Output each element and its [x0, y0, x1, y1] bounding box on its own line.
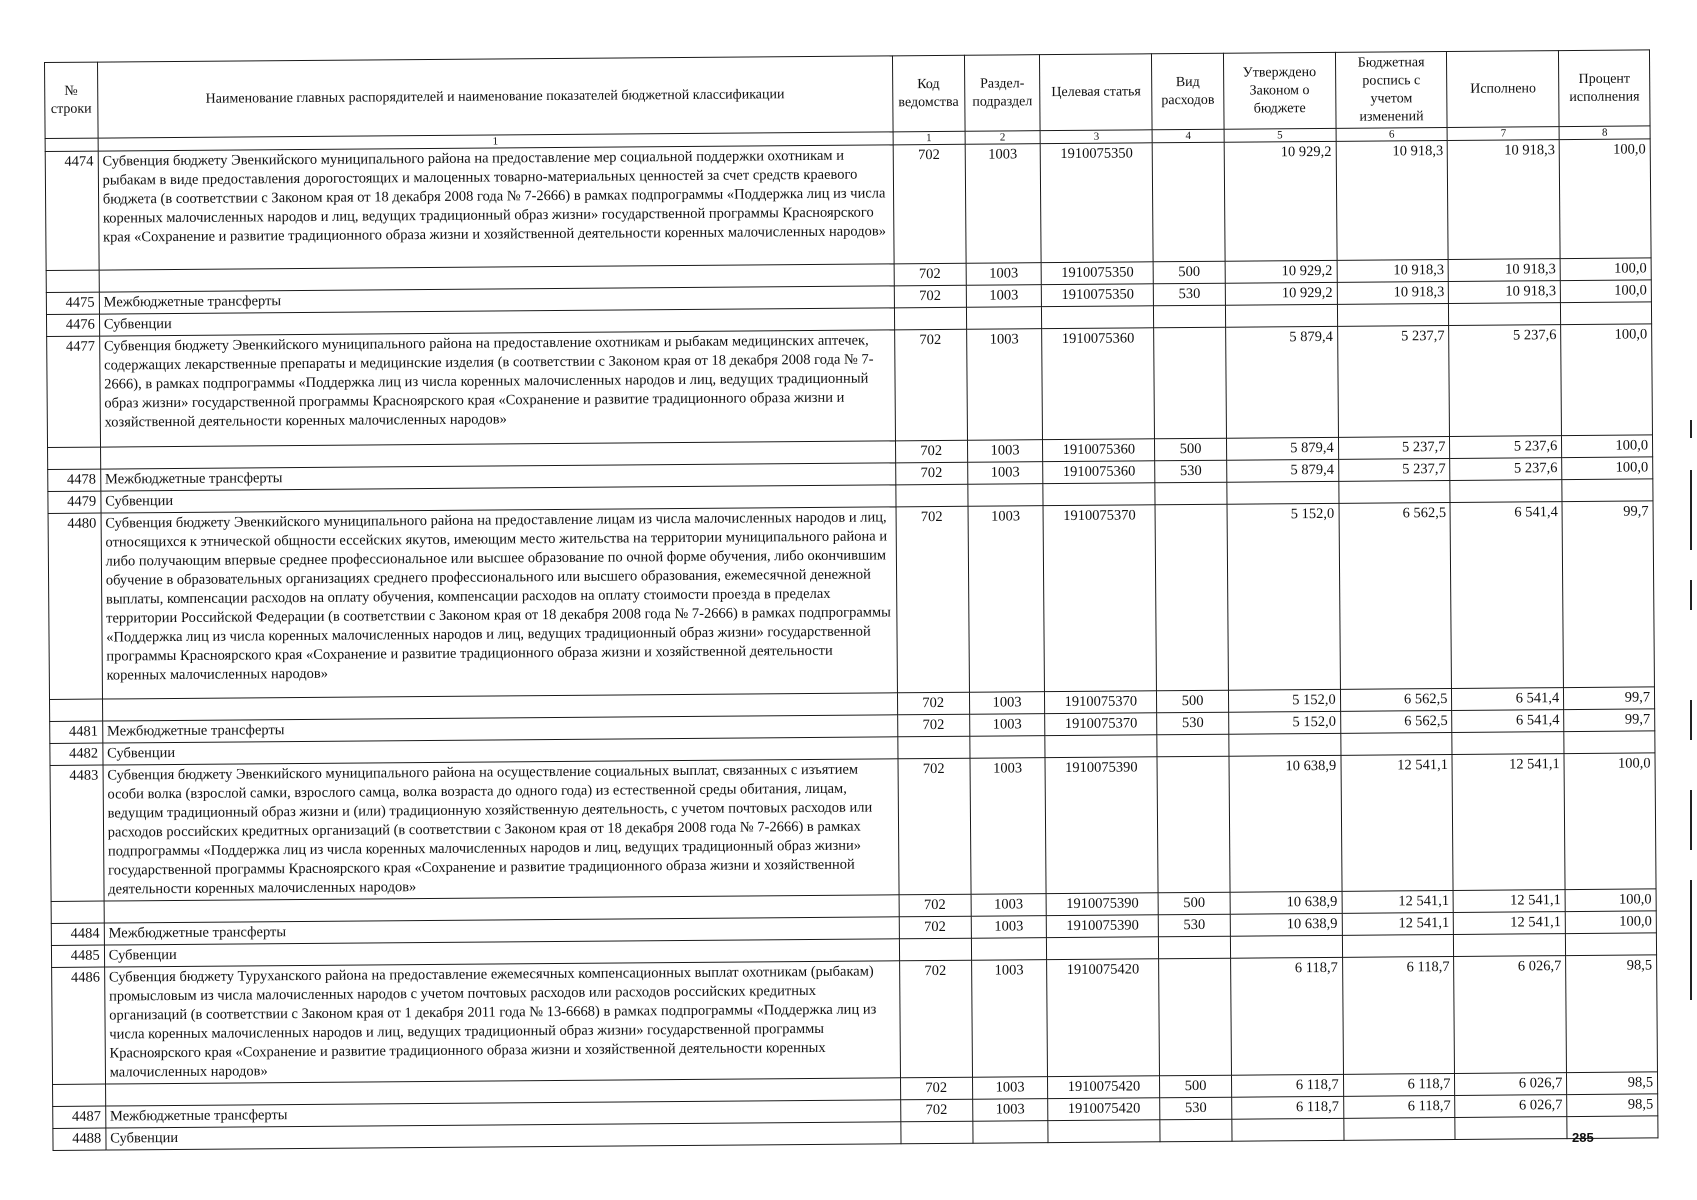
percent-cell: 100,0	[1562, 435, 1653, 458]
page-number: 285	[1572, 1130, 1594, 1145]
budget-amount-cell: 6 562,5	[1340, 710, 1452, 733]
row-number-cell: 4477	[47, 336, 101, 447]
target-article-cell: 1910075420	[1048, 1076, 1160, 1099]
budget-amount-cell: 10 918,3	[1336, 140, 1449, 260]
approved-amount-cell: 6 118,7	[1232, 1096, 1344, 1119]
target-article-cell	[1048, 1120, 1160, 1143]
section-cell: 1003	[971, 894, 1047, 917]
executed-amount-cell: 10 918,3	[1449, 281, 1561, 304]
dept-code-cell: 702	[896, 462, 968, 485]
percent-cell: 100,0	[1565, 911, 1656, 934]
executed-amount-cell: 10 918,3	[1449, 259, 1561, 282]
executed-amount-cell: 12 541,1	[1454, 890, 1566, 913]
approved-amount-cell: 10 929,2	[1224, 141, 1337, 261]
target-article-cell: 1910075370	[1045, 713, 1157, 736]
budget-amount-cell: 6 118,7	[1343, 1095, 1455, 1118]
expense-kind-cell: 500	[1153, 261, 1225, 284]
dept-code-cell: 702	[898, 758, 971, 895]
budget-amount-cell	[1341, 732, 1453, 755]
approved-amount-cell	[1227, 481, 1339, 504]
executed-amount-cell: 10 918,3	[1448, 140, 1561, 260]
target-article-cell: 1910075350	[1042, 262, 1154, 285]
row-name-cell: Субвенции	[99, 308, 894, 336]
target-article-cell: 1910075390	[1047, 915, 1159, 938]
row-number-cell	[46, 270, 99, 292]
approved-amount-cell: 10 638,9	[1230, 891, 1342, 914]
column-number: 7	[1448, 127, 1560, 141]
executed-amount-cell: 6 026,7	[1455, 1095, 1567, 1118]
budget-amount-cell: 10 918,3	[1337, 259, 1449, 282]
target-article-cell: 1910075350	[1041, 143, 1154, 263]
dept-code-cell: 702	[894, 329, 967, 441]
budget-amount-cell: 5 237,7	[1338, 436, 1450, 459]
table-header	[45, 50, 1651, 152]
row-number-cell: 4487	[53, 1106, 106, 1128]
table-row	[47, 324, 1653, 448]
executed-amount-cell: 6 026,7	[1454, 956, 1567, 1074]
percent-cell	[1562, 479, 1653, 502]
executed-amount-cell: 6 541,4	[1452, 710, 1564, 733]
percent-cell: 100,0	[1561, 324, 1653, 436]
scan-edge-mark	[1690, 790, 1692, 850]
row-number-cell	[50, 699, 103, 721]
executed-amount-cell	[1454, 934, 1566, 957]
expense-kind-cell	[1155, 482, 1227, 505]
target-article-cell	[1043, 483, 1155, 506]
executed-amount-cell: 12 541,1	[1452, 754, 1565, 891]
expense-kind-cell	[1159, 936, 1231, 959]
row-name-cell: Межбюджетные трансферты	[102, 715, 897, 743]
percent-cell: 100,0	[1565, 889, 1656, 912]
budget-amount-cell: 10 918,3	[1337, 281, 1449, 304]
dept-code-cell	[898, 736, 970, 759]
target-article-cell: 1910075420	[1048, 1098, 1160, 1121]
budget-amount-cell: 6 562,5	[1340, 688, 1452, 711]
approved-amount-cell	[1232, 1118, 1344, 1141]
target-article-cell: 1910075350	[1042, 284, 1154, 307]
header-row-number: № строки	[45, 62, 98, 138]
percent-cell: 100,0	[1560, 258, 1651, 281]
target-article-cell	[1042, 306, 1154, 329]
section-cell: 1003	[968, 506, 1045, 693]
row-number-cell	[51, 901, 104, 923]
expense-kind-cell	[1154, 327, 1227, 439]
budget-amount-cell	[1344, 1117, 1456, 1140]
target-article-cell: 1910075360	[1042, 328, 1155, 440]
percent-cell: 99,7	[1564, 687, 1655, 710]
row-number-cell: 4482	[50, 743, 103, 765]
dept-code-cell: 702	[896, 506, 969, 693]
row-name-cell: Субвенция бюджету Эвенкийского муниципального района на осуществление социальных выплат, связанных с изъятием особи волка (взрослой самки, взрослого самца, волка возраста до одного года) из естественной среды обитания, лицам, ведущим традиционный образ жизни и (или) традиционную хозяйственную деятельность, с учетом почтовых расходов или расходов российских кредитных организаций (в соответствии с Законом края от 18 декабря 2008 года № 7-2666) в рамках подпрограммы «Поддержка лиц из числа коренных малочисленных народов и лиц, ведущих традиционный образ жизни» государственной программы Красноярского края «Сохранение и развитие традиционного образа жизни и хозяйственной деятельности коренных малочисленных народов»	[103, 759, 899, 901]
budget-amount-cell	[1337, 303, 1449, 326]
executed-amount-cell: 6 541,4	[1452, 688, 1564, 711]
target-article-cell: 1910075360	[1043, 461, 1155, 484]
dept-code-cell: 702	[900, 1077, 972, 1100]
dept-code-cell: 702	[893, 144, 966, 264]
row-name-cell: Субвенции	[101, 485, 896, 513]
budget-amount-cell: 12 541,1	[1342, 912, 1454, 935]
row-number-cell: 4478	[48, 469, 101, 491]
column-number: 1	[893, 131, 965, 145]
section-cell	[969, 736, 1045, 759]
row-name-cell: Межбюджетные трансферты	[105, 1100, 900, 1128]
percent-cell: 100,0	[1564, 753, 1656, 890]
approved-amount-cell: 5 152,0	[1227, 503, 1340, 690]
budget-amount-cell: 6 118,7	[1342, 956, 1455, 1074]
table-row	[50, 753, 1656, 902]
column-number	[45, 138, 98, 151]
percent-cell: 98,5	[1567, 1072, 1658, 1095]
row-number-cell: 4479	[48, 491, 101, 513]
expense-kind-cell	[1160, 1119, 1232, 1142]
expense-kind-cell: 530	[1160, 1097, 1232, 1120]
budget-amount-cell: 12 541,1	[1342, 890, 1454, 913]
dept-code-cell: 702	[899, 916, 971, 939]
row-number-cell: 4476	[46, 314, 99, 336]
row-name-cell: Субвенция бюджету Эвенкийского муниципального района на предоставление охотникам и рыбакам медицинских аптечек, содержащих лекарственные препараты и медицинские изделия (в соответствии с Законом края от 18 декабря 2008 года № 7-2666), в рамках подпрограммы «Поддержка лиц из числа коренных малочисленных народов и лиц, ведущих традиционный образ жизни» государственной программы Красноярского края «Сохранение и развитие традиционного образа жизни и хозяйственной деятельности коренных малочисленных народов»	[99, 330, 895, 447]
approved-amount-cell: 5 152,0	[1228, 689, 1340, 712]
header-executed: Исполнено	[1447, 51, 1559, 128]
target-article-cell: 1910075390	[1045, 757, 1158, 894]
section-cell: 1003	[966, 329, 1043, 441]
expense-kind-cell	[1154, 305, 1226, 328]
approved-amount-cell: 5 879,4	[1227, 459, 1339, 482]
approved-amount-cell: 10 638,9	[1229, 755, 1342, 892]
budget-amount-cell: 5 237,7	[1337, 325, 1450, 437]
target-article-cell	[1045, 735, 1157, 758]
scan-edge-mark	[1690, 470, 1692, 550]
budget-report-sheet	[44, 49, 1659, 1151]
executed-amount-cell	[1455, 1117, 1567, 1140]
header-approved: Утверждено Законом о бюджете	[1223, 52, 1335, 129]
column-number: 4	[1152, 129, 1224, 143]
budget-amount-cell: 5 237,7	[1338, 458, 1450, 481]
column-number: 1	[98, 132, 893, 151]
approved-amount-cell: 5 152,0	[1229, 711, 1341, 734]
expense-kind-cell	[1157, 756, 1230, 893]
target-article-cell: 1910075360	[1043, 439, 1155, 462]
section-cell: 1003	[972, 1099, 1048, 1122]
expense-kind-cell	[1159, 958, 1232, 1076]
percent-cell	[1561, 302, 1652, 325]
column-number: 6	[1336, 127, 1448, 141]
expense-kind-cell: 500	[1155, 438, 1227, 461]
approved-amount-cell: 6 118,7	[1230, 957, 1343, 1075]
dept-code-cell	[901, 1121, 973, 1144]
approved-amount-cell	[1229, 733, 1341, 756]
section-cell: 1003	[969, 692, 1045, 715]
row-name-cell: Субвенции	[103, 737, 898, 765]
header-target-article: Целевая статья	[1040, 54, 1152, 131]
section-cell: 1003	[969, 714, 1045, 737]
section-cell: 1003	[972, 1077, 1048, 1100]
dept-code-cell: 702	[894, 285, 966, 308]
budget-amount-cell	[1339, 480, 1451, 503]
percent-cell: 99,7	[1562, 501, 1654, 688]
row-name-cell: Межбюджетные трансферты	[104, 917, 899, 945]
column-number: 5	[1224, 128, 1336, 142]
budget-amount-cell: 6 562,5	[1339, 502, 1452, 689]
header-name: Наименование главных распорядителей и наименование показателей бюджетной классификации	[97, 56, 893, 138]
section-cell: 1003	[967, 440, 1043, 463]
section-cell: 1003	[966, 263, 1042, 286]
approved-amount-cell	[1225, 304, 1337, 327]
percent-cell: 100,0	[1559, 139, 1651, 259]
expense-kind-cell: 500	[1160, 1075, 1232, 1098]
row-name-cell: Межбюджетные трансферты	[99, 286, 894, 314]
executed-amount-cell: 5 237,6	[1450, 436, 1562, 459]
section-cell: 1003	[970, 758, 1047, 895]
header-expense-kind: Вид расходов	[1152, 53, 1224, 130]
section-cell: 1003	[965, 144, 1042, 264]
percent-cell	[1566, 933, 1657, 956]
row-number-cell: 4484	[51, 923, 104, 945]
percent-cell: 98,5	[1567, 1094, 1658, 1117]
table-row	[48, 501, 1654, 700]
approved-amount-cell: 10 638,9	[1230, 913, 1342, 936]
executed-amount-cell: 5 237,6	[1449, 325, 1562, 437]
header-section: Раздел-подраздел	[964, 55, 1041, 132]
executed-amount-cell: 6 026,7	[1455, 1073, 1567, 1096]
approved-amount-cell	[1230, 935, 1342, 958]
percent-cell: 100,0	[1562, 457, 1653, 480]
expense-kind-cell	[1157, 734, 1229, 757]
target-article-cell: 1910075420	[1047, 959, 1160, 1077]
row-name-cell: Субвенция бюджету Эвенкийского муниципального района на предоставление мер социальной поддержки охотникам и рыбакам в виде предоставления дорогостоящих и малоценных товарно-материальных ценностей за счет средств краевого бюджета (в соответствии с Законом края от 18 декабря 2008 года № 7-2666) в рамках подпрограммы «Поддержка лиц из числа коренных малочисленных народов и лиц, ведущих традиционный образ жизни» государственной программы Красноярского края «Сохранение и развитие традиционного образа жизни и хозяйственной деятельности коренных малочисленных народов»	[98, 145, 894, 270]
row-number-cell	[53, 1084, 106, 1106]
dept-code-cell	[899, 938, 971, 961]
target-article-cell	[1047, 937, 1159, 960]
row-name-cell: Субвенция бюджету Туруханского района на предоставление ежемесячных компенсационных выплат охотникам (рыбакам) промысловым из числа малочисленных народов с учетом почтовых расходов или расходов российских кредитных организаций (в соответствии с Законом края от 1 декабря 2011 года № 13-6668) в рамках подпрограммы «Поддержка лиц из числа коренных малочисленных народов и лиц, ведущих традиционный образ жизни» государственной программы Красноярского края «Сохранение и развитие традиционного образа жизни и хозяйственной деятельности коренных малочисленных народов»	[104, 961, 900, 1084]
expense-kind-cell: 500	[1158, 892, 1230, 915]
expense-kind-cell	[1155, 504, 1228, 691]
scan-edge-mark	[1690, 880, 1692, 1000]
approved-amount-cell: 5 879,4	[1226, 437, 1338, 460]
expense-kind-cell: 530	[1158, 914, 1230, 937]
budget-amount-cell: 6 118,7	[1343, 1073, 1455, 1096]
percent-cell	[1564, 731, 1655, 754]
target-article-cell: 1910075370	[1045, 691, 1157, 714]
scan-edge-mark	[1690, 420, 1692, 438]
scan-edge-mark	[1690, 700, 1692, 740]
row-name-cell: Субвенции	[104, 939, 899, 967]
approved-amount-cell: 10 929,2	[1225, 260, 1337, 283]
row-name-cell: Субвенции	[106, 1122, 901, 1150]
header-percent: Процент исполнения	[1559, 50, 1650, 127]
table-body	[45, 139, 1658, 1151]
expense-kind-cell: 530	[1153, 283, 1225, 306]
executed-amount-cell: 12 541,1	[1454, 912, 1566, 935]
expense-kind-cell: 500	[1157, 690, 1229, 713]
row-number-cell: 4475	[46, 292, 99, 314]
executed-amount-cell	[1449, 303, 1561, 326]
expense-kind-cell: 530	[1157, 712, 1229, 735]
dept-code-cell: 702	[897, 692, 969, 715]
dept-code-cell: 702	[894, 263, 966, 286]
target-article-cell: 1910075370	[1043, 505, 1156, 692]
section-cell: 1003	[967, 462, 1043, 485]
row-number-cell: 4488	[53, 1128, 106, 1150]
row-number-cell: 4481	[50, 721, 103, 743]
expense-kind-cell: 530	[1155, 460, 1227, 483]
dept-code-cell: 702	[899, 894, 971, 917]
budget-execution-table	[44, 49, 1659, 1151]
section-cell	[966, 307, 1042, 330]
percent-cell: 98,5	[1566, 955, 1658, 1073]
column-number: 8	[1559, 126, 1650, 140]
executed-amount-cell	[1452, 732, 1564, 755]
executed-amount-cell: 6 541,4	[1450, 502, 1563, 689]
percent-cell: 100,0	[1560, 280, 1651, 303]
section-cell	[967, 484, 1043, 507]
row-number-cell: 4483	[50, 765, 104, 901]
row-number-cell: 4485	[51, 945, 104, 967]
row-number-cell: 4480	[48, 513, 102, 699]
approved-amount-cell: 6 118,7	[1231, 1074, 1343, 1097]
budget-amount-cell	[1342, 934, 1454, 957]
dept-code-cell: 702	[901, 1099, 973, 1122]
percent-cell: 99,7	[1564, 709, 1655, 732]
table-row	[45, 139, 1651, 271]
row-name-cell: Межбюджетные трансферты	[100, 463, 895, 491]
row-number-cell: 4486	[52, 967, 106, 1084]
dept-code-cell	[894, 307, 966, 330]
executed-amount-cell	[1450, 480, 1562, 503]
section-cell	[971, 938, 1047, 961]
dept-code-cell: 702	[899, 960, 972, 1078]
row-number-cell	[48, 447, 101, 469]
section-cell: 1003	[971, 960, 1048, 1078]
section-cell	[972, 1121, 1048, 1144]
budget-amount-cell: 12 541,1	[1341, 754, 1454, 891]
section-cell: 1003	[971, 916, 1047, 939]
section-cell: 1003	[966, 285, 1042, 308]
column-number: 3	[1041, 130, 1153, 144]
table-row	[52, 955, 1658, 1085]
expense-kind-cell	[1152, 142, 1225, 262]
header-budget-list: Бюджетная роспись с учетом изменений	[1335, 51, 1447, 128]
row-name-cell: Субвенция бюджету Эвенкийского муниципального района на предоставление лицам из числа малочисленных народов и лиц, относящихся к этнической общности ессейских якутов, имеющим место жительства на территории муниципального района и либо получающим впервые среднее профессиональное или высшее образование по очной форме обучения, либо окончившим обучение в образовательных организациях среднего профессионального или высшего образования, ежемесячной денежной выплаты, компенсации расходов на оплату обучения, компенсации расходов на оплату стоимости проезда в пределах территории Российской Федерации (в соответствии с Законом края от 18 декабря 2008 года № 7-2666) в рамках подпрограммы «Поддержка лиц из числа коренных малочисленных народов и лиц, ведущих традиционный образ жизни» государственной программы Красноярского края «Сохранение и развитие традиционного образа жизни и хозяйственной деятельности коренных малочисленных народов»	[101, 507, 898, 699]
dept-code-cell: 702	[895, 440, 967, 463]
executed-amount-cell: 5 237,6	[1450, 458, 1562, 481]
approved-amount-cell: 10 929,2	[1225, 282, 1337, 305]
column-number: 2	[965, 131, 1041, 145]
scan-edge-mark	[1690, 580, 1692, 610]
target-article-cell: 1910075390	[1047, 893, 1159, 916]
approved-amount-cell: 5 879,4	[1226, 326, 1339, 438]
dept-code-cell	[896, 484, 968, 507]
header-dept-code: Код ведомства	[892, 55, 964, 132]
row-number-cell: 4474	[45, 151, 99, 270]
dept-code-cell: 702	[897, 714, 969, 737]
